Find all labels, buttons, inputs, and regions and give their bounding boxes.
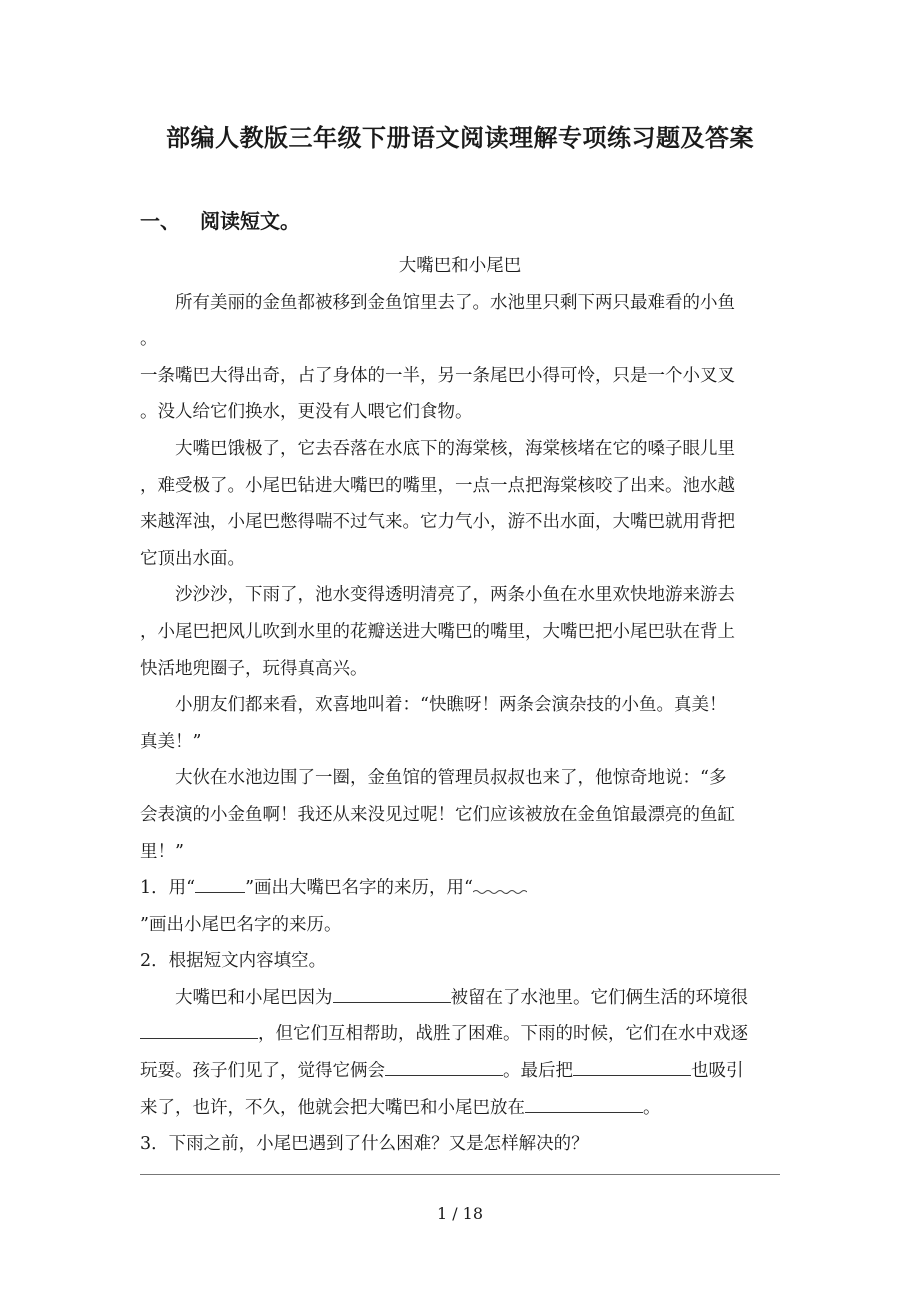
footer-divider: [140, 1174, 780, 1175]
fill-text: 被留在了水池里。它们俩生活的环境很: [450, 987, 748, 1008]
answer-blank[interactable]: [140, 1020, 258, 1039]
fill-blank-line: [140, 1053, 780, 1090]
answer-blank[interactable]: [385, 1057, 503, 1076]
passage-line: 沙沙沙，下雨了，池水变得透明清亮了，两条小鱼在水里欢快地游来游去: [175, 585, 735, 606]
passage-line: 它顶出水面。: [140, 548, 245, 569]
straight-underline-sample: [195, 875, 245, 894]
wavy-underline-sample: [473, 883, 527, 895]
passage-line: 一条嘴巴大得出奇，占了身体的一半，另一条尾巴小得可怜，只是一个小叉叉: [140, 365, 735, 386]
answer-blank[interactable]: [573, 1057, 691, 1076]
passage-line: 。没人给它们换水，更没有人喂它们食物。: [140, 402, 473, 423]
passage-line: 所有美丽的金鱼都被移到金鱼馆里去了。水池里只剩下两只最难看的小鱼: [175, 292, 735, 313]
section-heading-text: 阅读短文。: [200, 209, 300, 233]
passage-line: ，难受极了。小尾巴钻进大嘴巴的嘴里，一点一点把海棠核咬了出来。池水越: [140, 475, 735, 496]
reading-passage: [140, 248, 780, 1163]
document-title: 部编人教版三年级下册语文阅读理解专项练习题及答案: [166, 123, 754, 152]
passage-line: 快活地兜圈子，玩得真高兴。: [140, 658, 368, 679]
question-1-text-b: ”画出大嘴巴名字的来历，用“: [245, 878, 473, 899]
question-1: [140, 870, 780, 907]
passage-line: ，小尾巴把风儿吹到水里的花瓣送进大嘴巴的嘴里，大嘴巴把小尾巴驮在背上: [140, 621, 735, 642]
fill-blank-line: [140, 1090, 780, 1127]
question-1-text-a: 1．用“: [140, 878, 196, 899]
passage-line: 小朋友们都来看，欢喜地叫着：“快瞧呀！两条会演杂技的小鱼。真美！: [175, 695, 727, 716]
fill-text: 。最后把: [503, 1061, 573, 1082]
passage-line: 。: [140, 329, 158, 350]
passage-line: 真美！”: [140, 731, 202, 752]
question-2: 2．根据短文内容填空。: [140, 951, 327, 972]
answer-blank[interactable]: [333, 984, 451, 1003]
section-number: 一、: [140, 209, 180, 233]
fill-text: 来了，也许，不久，他就会把大嘴巴和小尾巴放在: [140, 1097, 525, 1118]
question-3: 3．下雨之前，小尾巴遇到了什么困难？又是怎样解决的？: [140, 1134, 589, 1155]
section-heading: [140, 205, 300, 234]
answer-blank[interactable]: [525, 1093, 643, 1112]
passage-line: 大伙在水池边围了一圈，金鱼馆的管理员叔叔也来了，他惊奇地说：“多: [175, 768, 727, 789]
fill-text: 。: [643, 1097, 661, 1118]
passage-line: 会表演的小金鱼啊！我还从来没见过呢！它们应该被放在金鱼馆最漂亮的鱼缸: [140, 804, 735, 825]
story-title: 大嘴巴和小尾巴: [398, 256, 522, 276]
question-1-continued: ”画出小尾巴名字的来历。: [140, 914, 342, 935]
passage-line: 大嘴巴饿极了，它去吞落在水底下的海棠核，海棠核堵在它的嗓子眼儿里: [175, 438, 735, 459]
fill-text: 也吸引: [691, 1061, 744, 1082]
passage-line: 里！”: [140, 841, 184, 862]
fill-blank-line: [140, 980, 780, 1017]
page-number: 1 / 18: [436, 1204, 484, 1223]
fill-text: 大嘴巴和小尾巴因为: [175, 987, 333, 1008]
fill-text: 玩耍。孩子们见了，觉得它俩会: [140, 1061, 385, 1082]
fill-blank-line: [140, 1016, 780, 1053]
fill-text: ，但它们互相帮助，战胜了困难。下雨的时候，它们在水中戏逐: [258, 1024, 748, 1045]
passage-line: 来越浑浊，小尾巴憋得喘不过气来。它力气小，游不出水面，大嘴巴就用背把: [140, 512, 735, 533]
